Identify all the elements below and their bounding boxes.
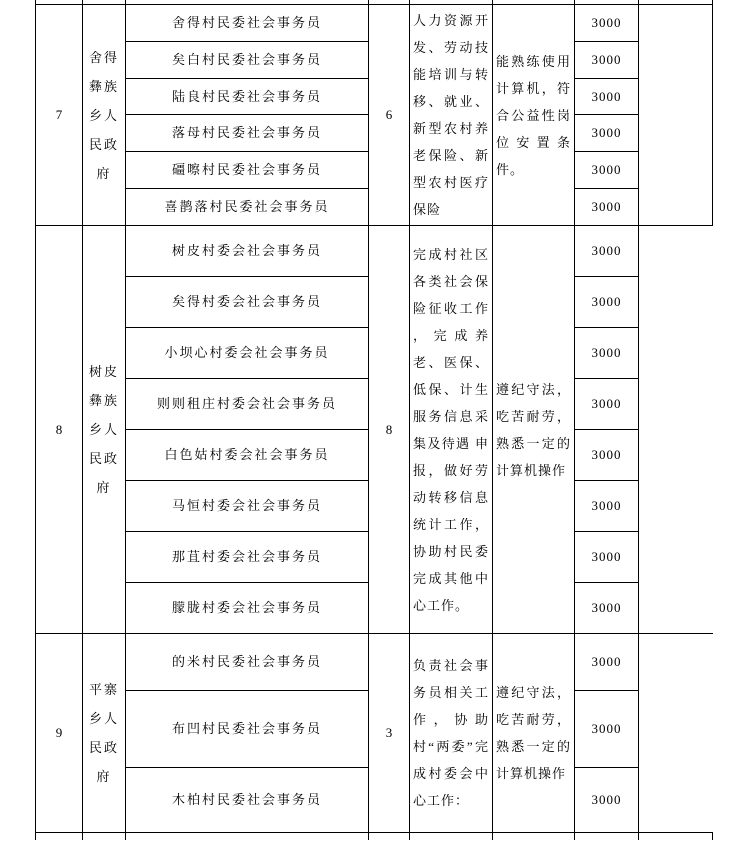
seq-cell: 7 — [36, 5, 83, 226]
position-cell: 树皮村委会社会事务员 — [126, 226, 369, 277]
requirements-cell: 遵纪守法，吃苦耐劳，熟悉一定的计算机操作 — [493, 226, 575, 634]
count-cell: 3 — [369, 634, 410, 833]
position-cell: 布凹村民委社会事务员 — [126, 691, 369, 768]
position-cell: 礓嚓村民委社会事务员 — [126, 152, 369, 189]
salary-cell: 3000 — [575, 379, 639, 430]
position-cell: 则则租庄村委会社会事务员 — [126, 379, 369, 430]
salary-cell: 3000 — [575, 430, 639, 481]
count-cell: 8 — [369, 226, 410, 634]
position-cell: 舍得村民委社会事务员 — [126, 5, 369, 42]
table-row — [36, 833, 713, 841]
salary-cell: 3000 — [575, 583, 639, 634]
remark-cell — [639, 634, 713, 833]
salary-cell: 3000 — [575, 41, 639, 78]
salary-cell: 3000 — [575, 78, 639, 115]
remark-cell — [639, 226, 713, 634]
position-cell: 矣白村民委社会事务员 — [126, 41, 369, 78]
salary-cell: 3000 — [575, 152, 639, 189]
position-cell: 喜鹊落村民委社会事务员 — [126, 189, 369, 226]
position-cell: 陆良村民委社会事务员 — [126, 78, 369, 115]
partial-cell — [369, 833, 410, 841]
partial-cell — [410, 833, 493, 841]
seq-cell: 9 — [36, 634, 83, 833]
salary-cell: 3000 — [575, 189, 639, 226]
duties-cell: 负责社会事务员相关工作，协助村“两委”完成村委会中心工作： — [410, 634, 493, 833]
position-cell: 朦胧村委会社会事务员 — [126, 583, 369, 634]
org-cell: 平寨乡人民政府 — [83, 634, 126, 833]
partial-cell — [36, 833, 83, 841]
count-cell: 6 — [369, 5, 410, 226]
table-row — [36, 226, 713, 277]
table-row — [36, 5, 713, 42]
salary-cell: 3000 — [575, 768, 639, 833]
seq-cell: 8 — [36, 226, 83, 634]
org-cell: 树皮彝族乡人民政府 — [83, 226, 126, 634]
position-cell: 木柏村民委社会事务员 — [126, 768, 369, 833]
requirements-cell: 能熟练使用计算机，符合公益性岗位安置条件。 — [493, 5, 575, 226]
requirements-cell: 遵纪守法，吃苦耐劳，熟悉一定的计算机操作 — [493, 634, 575, 833]
remark-cell — [639, 5, 713, 226]
position-cell: 那苴村委会社会事务员 — [126, 532, 369, 583]
duties-cell: 完成村社区各类社会保险征收工作 ，完成养老、医保、低保、计生服务信息采集及待遇 申报，做好劳动转移信息统计工作，协助村民委完成其他中心工作。 — [410, 226, 493, 634]
salary-cell: 3000 — [575, 328, 639, 379]
salary-cell: 3000 — [575, 691, 639, 768]
partial-cell — [83, 833, 126, 841]
salary-cell: 3000 — [575, 634, 639, 691]
position-cell: 的米村民委社会事务员 — [126, 634, 369, 691]
position-cell: 马恒村委会社会事务员 — [126, 481, 369, 532]
org-cell: 舍得彝族乡人民政府 — [83, 5, 126, 226]
salary-cell: 3000 — [575, 226, 639, 277]
duties-cell: 人力资源开发、劳动技能培训与转移、就业、新型农村养老保险、新型农村医疗保险 — [410, 5, 493, 226]
partial-cell — [126, 833, 369, 841]
salary-cell: 3000 — [575, 532, 639, 583]
partial-cell — [575, 833, 639, 841]
position-cell: 白色姑村委会社会事务员 — [126, 430, 369, 481]
position-cell: 小坝心村委会社会事务员 — [126, 328, 369, 379]
partial-cell — [493, 833, 575, 841]
salary-cell: 3000 — [575, 481, 639, 532]
position-cell: 落母村民委社会事务员 — [126, 115, 369, 152]
salary-cell: 3000 — [575, 277, 639, 328]
partial-cell — [639, 833, 713, 841]
recruitment-positions-table — [35, 0, 713, 840]
salary-cell: 3000 — [575, 115, 639, 152]
table-row — [36, 634, 713, 691]
salary-cell: 3000 — [575, 5, 639, 42]
position-cell: 矣得村委会社会事务员 — [126, 277, 369, 328]
